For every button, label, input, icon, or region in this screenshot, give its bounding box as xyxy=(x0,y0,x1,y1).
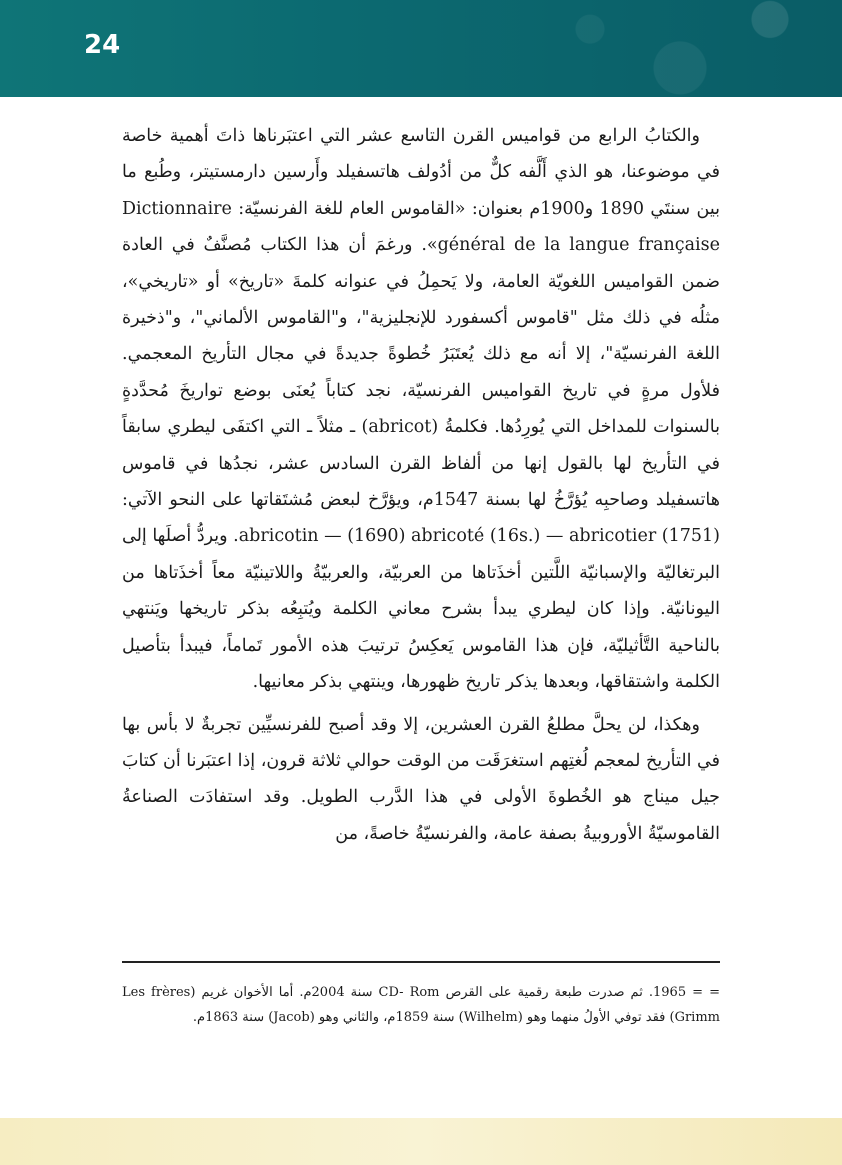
footnote-divider xyxy=(122,961,720,963)
page-header xyxy=(0,0,842,97)
header-pattern xyxy=(482,0,842,97)
paragraph-2: وهكذا، لن يحلَّ مطلعُ القرن العشرين، إلا وقد أصبح للفرنسيِّين تجربةٌ لا بأس بها في التأريخ لمعجم لُغتِهم استغرَقَت من الوقت حوالي ثلاثة قرون، إذا اعتبَرنا أن كتابَ جيل ميناج هو الخُطوةَ الأولى في هذا الدَّرب الطويل. وقد استفادَت الصناعةُ القاموسيّةُ الأوروبيةُ بصفة عامة، والفرنسيّةُ خاصةً، من xyxy=(122,714,720,844)
paragraph-1: والكتابُ الرابع من قواميس القرن التاسع عشر التي اعتبَرناها ذاتَ أهمية خاصة في موضوعنا، هو الذي أَلَّفه كلٌّ من أدُولف هاتسفيلد وأَرسين دارمستيتر، وطُبع ما بين سنتَي 1890 و1900م بعنوان: «القاموس العام للغة الفرنسيّة: Dictionnaire général de la langue française». ورغمَ أن هذا الكتاب مُصنَّفٌ في العادة ضمن القواميس اللغويّة العامة، ولا يَحمِلُ في عنوانه كلمةَ «تاريخ» أو «تاريخي»، مثلُه في ذلك مثل "قاموس أكسفورد للإنجليزية"، و"القاموس الألماني"، و"ذخيرة اللغة الفرنسيّة"، إلا أنه مع ذلك يُعتَبَرُ خُطوةً جديدةً في مجال التأريخ المعجمي. فلأول مرةٍ في تاريخ القواميس الفرنسيّة، نجد كتاباً يُعنَى بوضع تواريخَ مُحدَّدةٍ بالسنوات للمداخل التي يُورِدُها. فكلمةُ (abricot) ـ مثلاً ـ التي اكتفَى ليطري سابقاً في التأريخ لها بالقول إنها من ألفاظ القرن السادس عشر، نجدُها في قاموس هاتسفيلد وصاحبِه يُؤرَّخُ لها بسنة 1547م، ويؤرَّخ لبعض مُشتَقاتها على النحو الآتي: abricotin — (1690) abricoté (16s.) — abricotier (1751). ويردُّ أصلَها إلى البرتغاليّة والإسبانيّة اللَّتين أخذَتاها من العربيّة، والعربيّةُ واللاتينيّة معاً أخذَتاها من اليونانيّة. وإذا كان ليطري يبدأ بشرح معاني الكلمة ويُتبِعُه بذكر تاريخها ويَنتهي بالناحية التَّأثيليّة، فإن هذا القاموس يَعكِسُ ترتيبَ هذه الأمور تَماماً، فيبدأ بتأصيل الكلمة واشتقاقها، وبعدها يذكر تاريخ ظهورها، وينتهي بذكر معانيها. xyxy=(122,126,721,693)
footnote: = = 1965. ثم صدرت طبعة رقمية على القرص CD- Rom سنة 2004م. أما الأخوان غريم (Les frères Grimm) فقد توفي الأولُ منهما وهو (Wilhelm) سنة 1859م، والثاني وهو (Jacob) سنة 1863م. xyxy=(122,985,720,1025)
page-number: 24 xyxy=(84,30,121,60)
page-footer xyxy=(0,1118,842,1165)
article-body xyxy=(122,118,720,858)
